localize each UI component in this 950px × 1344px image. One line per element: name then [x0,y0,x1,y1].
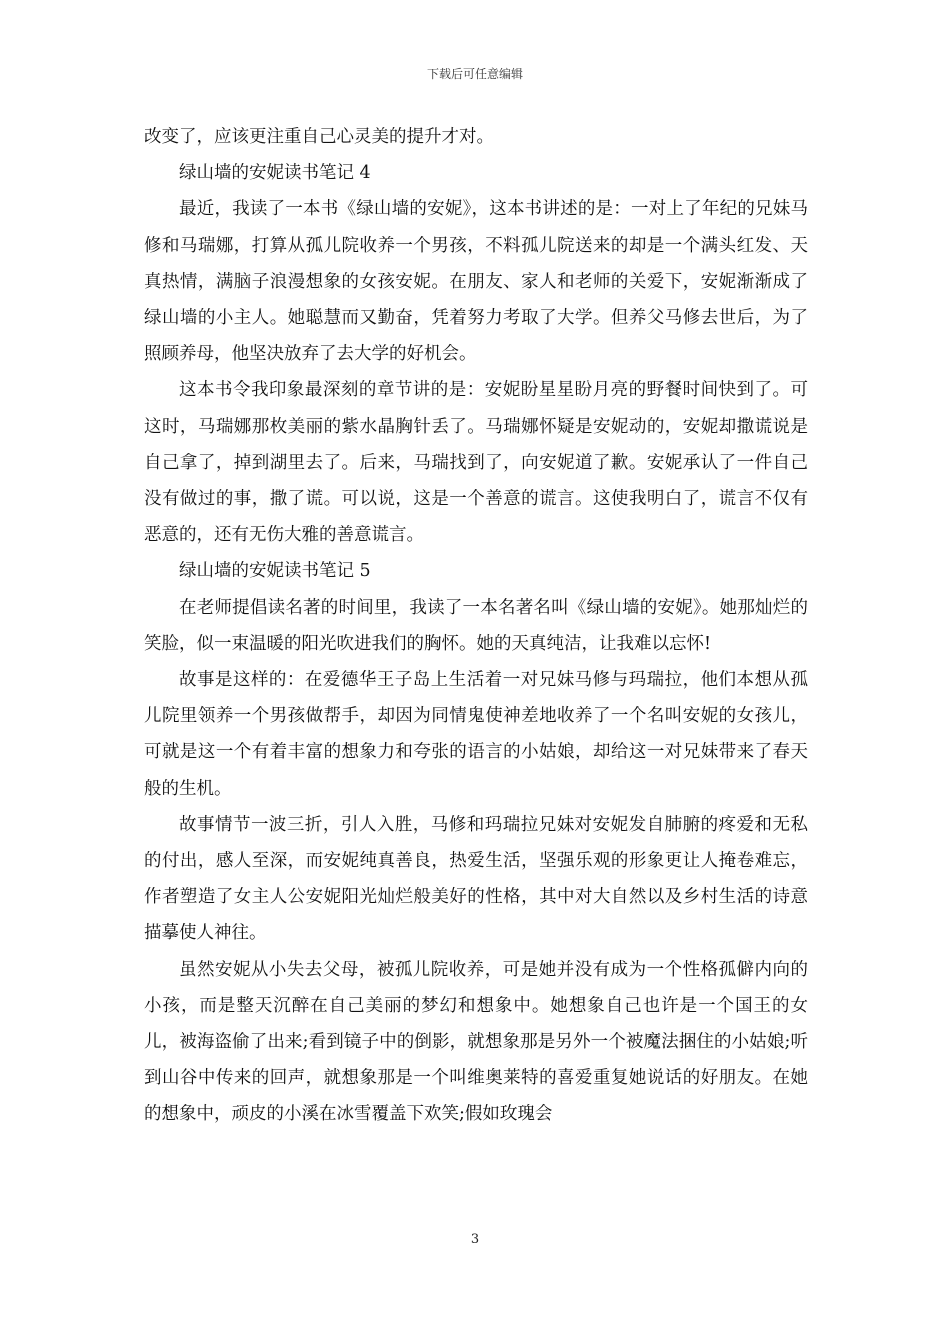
paragraph: 故事是这样的：在爱德华王子岛上生活着一对兄妹马修与玛瑞拉，他们本想从孤儿院里领养一个男孩做帮手，却因为同情鬼使神差地收养了一个名叫安妮的女孩儿，可就是这一个有着丰富的想象力和夸张的语言的小姑娘，却给这一对兄妹带来了春天般的生机。 [144,670,808,799]
document-body [144,119,808,1133]
paragraph: 在老师提倡读名著的时间里，我读了一本名著名叫《绿山墙的安妮》。她那灿烂的笑脸，似一束温暖的阳光吹进我们的胸怀。她的天真纯洁，让我难以忘怀! [144,597,808,654]
paragraph: 最近，我读了一本书《绿山墙的安妮》，这本书讲述的是：一对上了年纪的兄妹马修和马瑞娜，打算从孤儿院收养一个男孩，不料孤儿院送来的却是一个满头红发、天真热情，满脑子浪漫想象的女孩安妮。在朋友、家人和老师的关爱下，安妮渐渐成了绿山墙的小主人。她聪慧而又勤奋，凭着努力考取了大学。但养父马修去世后，为了照顾养母，他坚决放弃了去大学的好机会。 [144,199,808,365]
page-header: 下载后可任意编辑 [426,67,523,81]
page-number: 3 [470,1232,480,1247]
section-heading-note-4: 绿山墙的安妮读书笔记 4 [179,163,371,184]
section-heading-note-5: 绿山墙的安妮读书笔记 5 [179,561,371,582]
paragraph-continuation: 改变了，应该更注重自己心灵美的提升才对。 [144,127,494,147]
paragraph: 这本书令我印象最深刻的章节讲的是：安妮盼星星盼月亮的野餐时间快到了。可这时，马瑞娜那枚美丽的紫水晶胸针丢了。马瑞娜怀疑是安妮动的，安妮却撒谎说是自己拿了，掉到湖里去了。后来，马瑞找到了，向安妮道了歉。安妮承认了一件自己没有做过的事，撒了谎。可以说，这是一个善意的谎言。这使我明白了，谎言不仅有恶意的，还有无伤大雅的善意谎言。 [144,380,808,546]
paragraph: 虽然安妮从小失去父母，被孤儿院收养，可是她并没有成为一个性格孤僻内向的小孩，而是整天沉醉在自己美丽的梦幻和想象中。她想象自己也许是一个国王的女儿，被海盗偷了出来;看到镜子中的倒影，就想象那是另外一个被魔法捆住的小姑娘;听到山谷中传来的回声，就想象那是一个叫维奥莱特的喜爱重复她说话的好朋友。在她的想象中，顽皮的小溪在冰雪覆盖下欢笑;假如玫瑰会 [144,959,808,1125]
paragraph: 故事情节一波三折，引人入胜，马修和玛瑞拉兄妹对安妮发自肺腑的疼爱和无私的付出，感人至深，而安妮纯真善良，热爱生活，坚强乐观的形象更让人掩卷难忘，作者塑造了女主人公安妮阳光灿烂般美好的性格，其中对大自然以及乡村生活的诗意描摹使人神往。 [144,814,808,944]
